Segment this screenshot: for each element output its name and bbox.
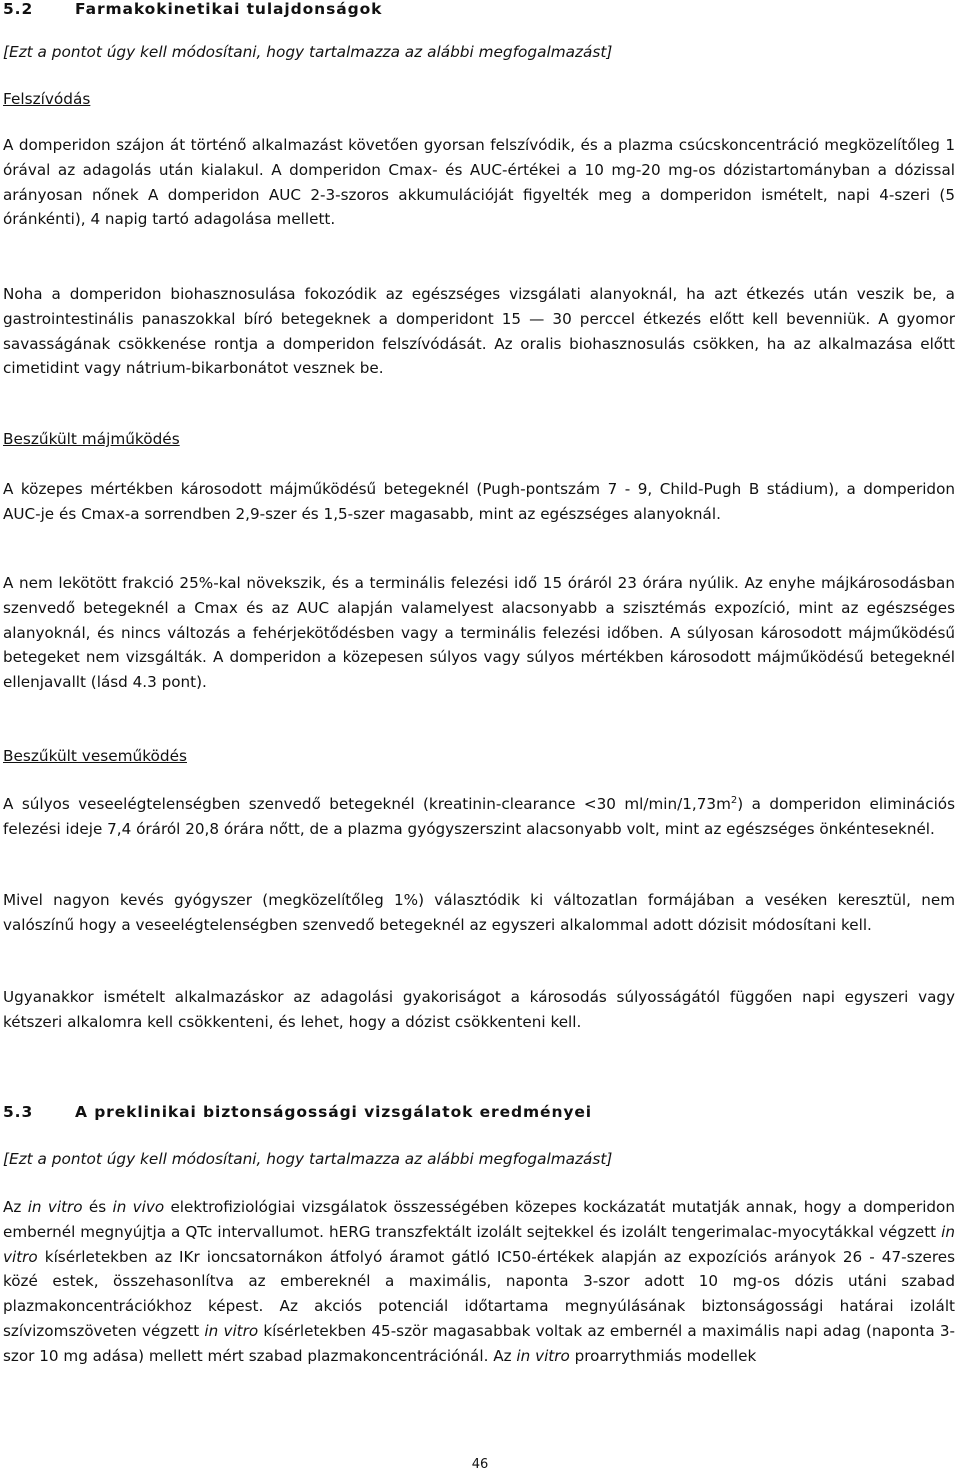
paragraph-absorption-2: Noha a domperidon biohasznosulása fokozódik az egészséges vizsgálati alanyoknál, ha azt étkezés után veszik be, a gastrointestinális panaszokkal bíró betegeknek a domperidont 15 — 30 perccel étkezés előtt kell bevenniük. A gyomor savasságának csökkenése rontja a domperidon felszívódását. Az oralis biohasznosulás csökken, ha az alkalmazása előtt cimetidint vagy nátrium-bikarbonátot vesznek be.	[3, 285, 955, 378]
section-number: 5.2	[3, 0, 34, 18]
paragraph-hepatic-1: A közepes mértékben károsodott májműködésű betegeknél (Pugh-pontszám 7 - 9, Child-Pugh B stádium), a domperidon AUC-je és Cmax-a sorrendben 2,9-szer és 1,5-szer magasabb, mint az egészséges alanyoknál.	[3, 480, 955, 523]
section-heading-5-2	[3, 0, 955, 18]
paragraph-hepatic-2: A nem lekötött frakció 25%-kal növekszik, és a terminális felezési idő 15 óráról 23 órára nyúlik. Az enyhe májkárosodásban szenvedő betegeknél a Cmax és az AUC alapján valamelyest alacsonyabb a szisztémás expozíció, mint az egészséges alanyoknál, és nincs változás a fehérjekötődésben vagy a terminális felezési időben. A súlyosan károsodott májműködésű betegeket nem vizsgálták. A domperidon a közepesen súlyos vagy súlyos mértékben károsodott májműködésű betegeknél ellenjavallt (lásd 4.3 pont).	[3, 574, 955, 692]
section-heading-5-3	[3, 1103, 955, 1121]
section-title: A preklinikai biztonságossági vizsgálatok eredményei	[75, 1103, 593, 1121]
subheading-absorption: Felszívódás	[3, 90, 91, 108]
paragraph-renal-1: A súlyos veseelégtelenségben szenvedő betegeknél (kreatinin-clearance <30 $ml/\min/1,73m^2$) a domperidon eliminációs felezési ideje 7,4 óráról 20,8 órára nőtt, de a plazma gyógyszerszint alacsonyabb volt, mint az egészséges önkénteseknél.	[3, 794, 955, 838]
subheading-renal: Beszűkült veseműködés	[3, 747, 187, 765]
paragraph-renal-2: Mivel nagyon kevés gyógyszer (megközelítőleg 1%) választódik ki változatlan formájában a veséken keresztül, nem valószínű hogy a veseelégtelenségben szenvedő betegeknél az egyszeri alkalommal adott dózisit módosítani kell.	[3, 891, 955, 934]
subheading-hepatic: Beszűkült májműködés	[3, 430, 180, 448]
paragraph-preclinical: Az in vitro és in vivo elektrofiziológiai vizsgálatok összességében közepes kockázatát mutatják annak, hogy a domperidon embernél megnyújtja a QTc intervallumot. hERG transzfektált izolált sejtekkel és izolált tengerimalac-myocytákkal végzett in vitro kísérletekben az IKr ioncsatornákon átfolyó áramot gátló IC50-értékek alapján az expozíciós arányok 26 - 47-szeres közé estek, összehasonlítva az embereknél a maximális, naponta 3-szor adott 10 mg-os dózis utáni szabad plazmakoncentrációkhoz képest. Az akciós potenciál időtartama megnyúlásának biztonságossági határai izolált szívizomszöveten végzett in vitro kísérletekben 45-ször magasabbak voltak az embernél a maximális napi adag (naponta 3-szor 10 mg adása) mellett mért szabad plazmakoncentrációnál. Az in vitro proarrythmiás modellek	[3, 1198, 956, 1365]
instruction-note: [Ezt a pontot úgy kell módosítani, hogy tartalmazza az alábbi megfogalmazást]	[3, 43, 613, 61]
section-number: 5.3	[3, 1103, 34, 1121]
paragraph-absorption-1: A domperidon szájon át történő alkalmazást követően gyorsan felszívódik, és a plazma csúcskoncentráció megközelítőleg 1 órával az adagolás után kialakul. A domperidon Cmax- és AUC-értékei a 10 mg-20 mg-os dózistartományban a dózissal arányosan nőnek A domperidon AUC 2-3-szoros akkumulációját figyelték meg a domperidon ismételt, napi 4-szeri (5 óránkénti), 4 napig tartó adagolása mellett.	[3, 136, 955, 229]
paragraph-renal-3: Ugyanakkor ismételt alkalmazáskor az adagolási gyakoriságot a károsodás súlyosságától függően napi egyszeri vagy kétszeri alkalomra kell csökkenteni, és lehet, hogy a dózist csökkenteni kell.	[3, 988, 955, 1031]
section-title: Farmakokinetikai tulajdonságok	[75, 0, 383, 18]
instruction-note: [Ezt a pontot úgy kell módosítani, hogy tartalmazza az alábbi megfogalmazást]	[3, 1150, 613, 1168]
page-number: 46	[471, 1457, 489, 1472]
